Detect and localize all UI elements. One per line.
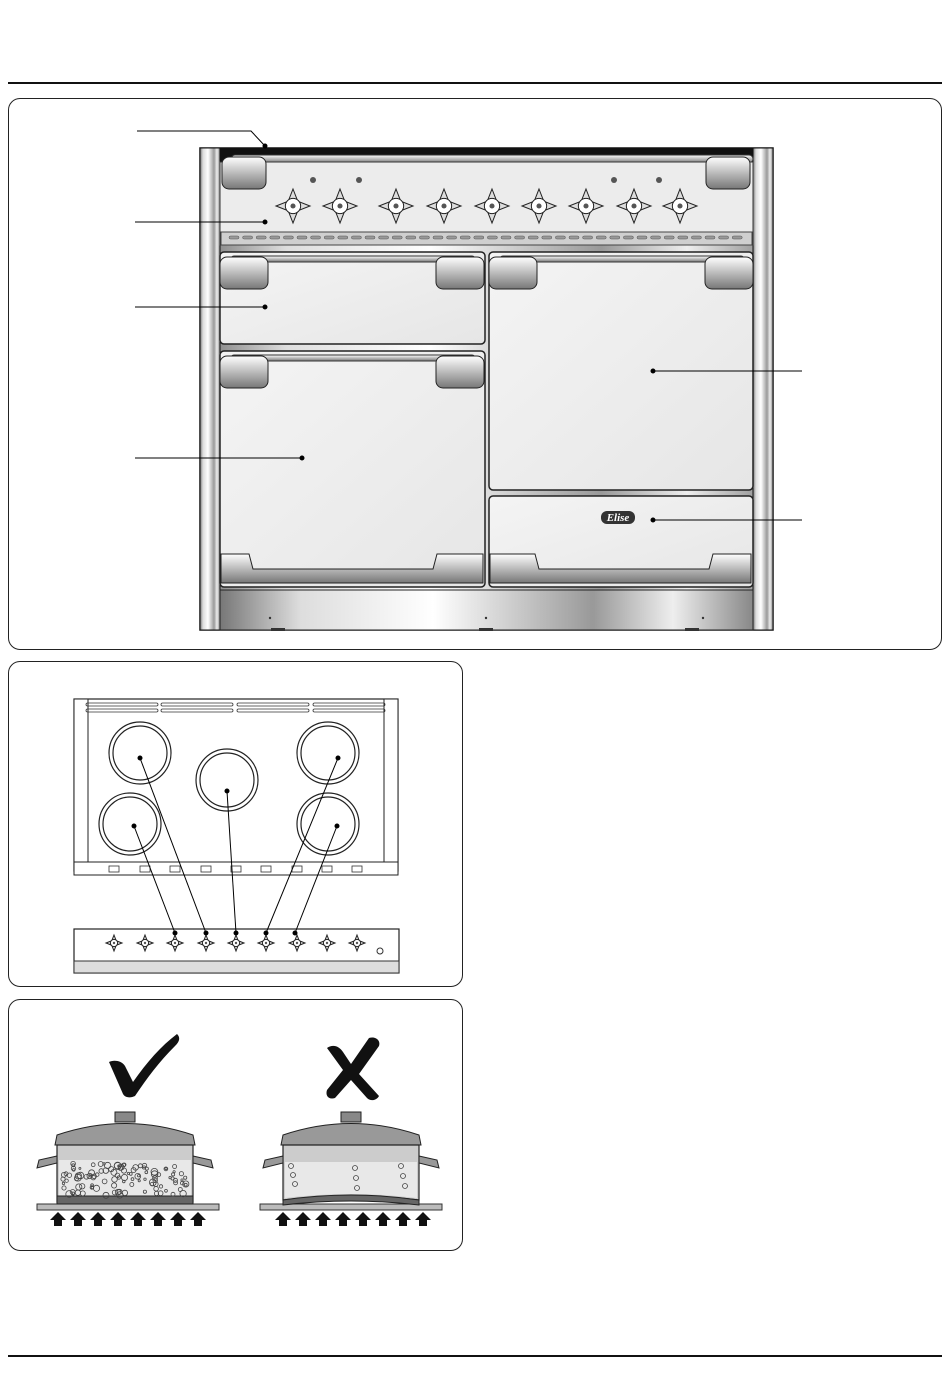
bottom-rule bbox=[8, 1355, 942, 1357]
cooker-figure-panel bbox=[8, 98, 942, 650]
check-mark-icon bbox=[109, 1034, 179, 1097]
brand-badge bbox=[601, 511, 635, 524]
hob-layout-panel bbox=[8, 661, 463, 987]
good-pan bbox=[37, 1112, 219, 1226]
pan-suitability-panel bbox=[8, 999, 463, 1251]
control-panel-strip bbox=[74, 929, 399, 973]
range-cooker bbox=[200, 148, 773, 631]
hob-top-view bbox=[74, 699, 398, 875]
cross-mark-icon bbox=[326, 1037, 379, 1100]
svg-text:Elise: Elise bbox=[606, 512, 630, 524]
top-rule bbox=[8, 82, 942, 84]
bad-pan bbox=[260, 1112, 442, 1226]
